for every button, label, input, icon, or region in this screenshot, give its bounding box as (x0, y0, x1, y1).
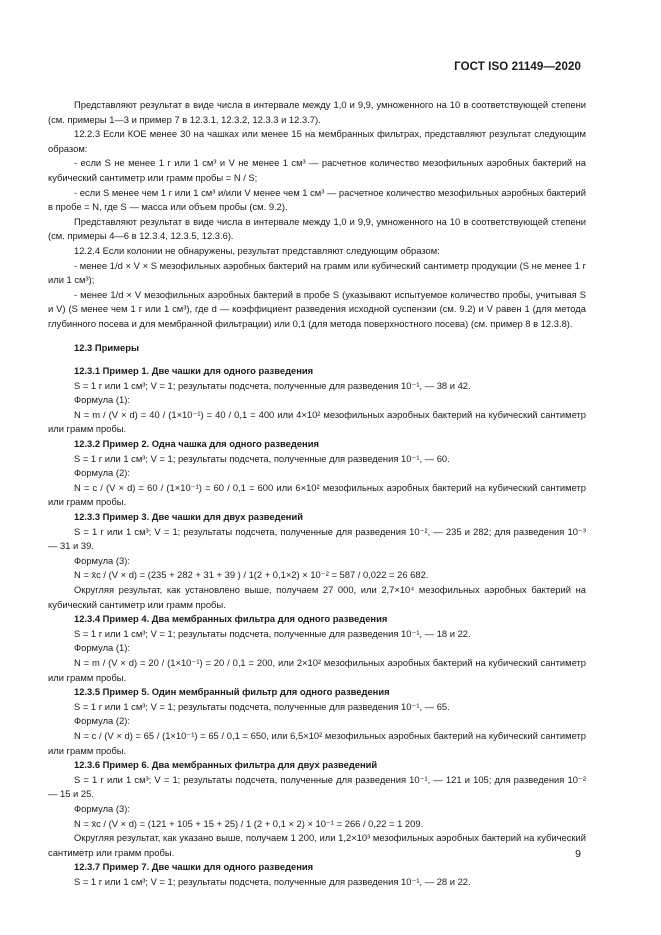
paragraph: Представляют результат в виде числа в интервале между 1,0 и 9,9, умноженного на 10 в соответствующей степени (см. примеры 4—6 в 12.3.4, 12.3.5, 12.3.6). (48, 215, 586, 242)
section-heading: 12.3.1 Пример 1. Две чашки для одного разведения (74, 365, 314, 377)
paragraph: - если S менее чем 1 г или 1 см³ и/или V менее чем 1 см³ — расчетное количество мезофильных аэробных бактерий в пробе = N, где S — масса или объем пробы (см. 9.2). (48, 186, 586, 213)
section-heading: 12.3 Примеры (74, 341, 139, 353)
section-heading: 12.3.3 Пример 3. Две чашки для двух разведений (74, 511, 304, 523)
paragraph: N = x̄c / (V × d) = (121 + 105 + 15 + 25) / 1 (2 + 0,1 × 2) × 10⁻¹ = 266 / 0,22 = 1 209. (74, 817, 424, 829)
paragraph: Формула (3): (74, 554, 130, 566)
paragraph: Формула (2): (74, 715, 130, 727)
paragraph: S = 1 г или 1 см³; V = 1; результаты подсчета, полученные для разведения 10⁻¹, — 121 и 105; для разведения 10⁻² — 15 и 25. (48, 773, 586, 800)
paragraph: 12.2.4 Если колонии не обнаружены, результат представляют следующим образом: (74, 244, 440, 256)
section-heading: 12.3.4 Пример 4. Два мембранных фильтра для одного разведения (74, 613, 388, 625)
paragraph: S = 1 г или 1 см³; V = 1; результаты подсчета, полученные для разведения 10⁻¹, — 60. (74, 452, 450, 464)
paragraph: Формула (1): (74, 642, 130, 654)
paragraph: S = 1 г или 1 см³; V = 1; результаты подсчета, полученные для разведения 10⁻¹, — 18 и 22. (74, 627, 471, 639)
section-heading: 12.3.2 Пример 2. Одна чашка для одного разведения (74, 438, 319, 450)
paragraph: Формула (3): (74, 802, 130, 814)
paragraph: 12.2.3 Если КОЕ менее 30 на чашках или менее 15 на мембранных фильтрах, представляют результат следующим образом: (48, 128, 586, 154)
paragraph: Формула (1): (74, 394, 130, 406)
paragraph: S = 1 г или 1 см³; V = 1; результаты подсчета, полученные для разведения 10⁻¹, — 28 и 22. (74, 875, 471, 887)
paragraph: Формула (2): (74, 467, 130, 479)
paragraph: S = 1 г или 1 см³; V = 1; результаты подсчета, полученные для разведения 10⁻¹, — 38 и 42. (74, 379, 471, 391)
paragraph: N = c / (V × d) = 65 / (1×10⁻¹) = 65 / 0,1 = 650, или 6,5×10² мезофильных аэробных бактерий на кубический сантиметр или грамм пробы. (48, 729, 586, 756)
paragraph: N = c / (V × d) = 60 / (1×10⁻¹) = 60 / 0,1 = 600 или 6×10² мезофильных аэробных бактерий на кубический сантиметр или грамм пробы. (48, 481, 586, 508)
paragraph: - менее 1/d × V мезофильных аэробных бактерий в пробе S (указывают испытуемое количество пробы, учитывая S и V) (S менее чем 1 г или 1 см³), где d — коэффициент разведения исходной суспензии (см. 9.2) и V равен 1 (для метода глубинного посева и для мембранной фильтрации) или 0,1 (для метода поверхностного посева) (см. пример 8 в 12.3.8). (48, 288, 586, 329)
paragraph: Представляют результат в виде числа в интервале между 1,0 и 9,9, умноженного на 10 в соответствующей степени (см. примеры 1—3 и пример 7 в 12.3.1, 12.3.2, 12.3.3 и 12.3.7). (48, 99, 586, 125)
paragraph: - менее 1/d × V × S мезофильных аэробных бактерий на грамм или кубический сантиметр продукции (S не менее 1 г или 1 см³); (48, 259, 586, 286)
document-body (48, 98, 586, 889)
paragraph: N = m / (V × d) = 20 / (1×10⁻¹) = 20 / 0,1 = 200, или 2×10² мезофильных аэробных бактерий на кубический сантиметр или грамм пробы. (48, 656, 586, 683)
section-heading: 12.3.6 Пример 6. Два мембранных фильтра для двух разведений (74, 759, 378, 771)
section-heading: 12.3.7 Пример 7. Две чашки для одного разведения (74, 861, 314, 873)
page-number: 9 (575, 848, 581, 860)
paragraph: - если S не менее 1 г или 1 см³ и V не менее 1 см³ — расчетное количество мезофильных аэробных бактерий на кубический сантиметр или грамм пробы = N / S; (48, 157, 586, 183)
paragraph: N = m / (V × d) = 40 / (1×10⁻¹) = 40 / 0,1 = 400 или 4×10² мезофильных аэробных бактерий на кубический сантиметр или грамм пробы. (48, 408, 586, 435)
document-id-header: ГОСТ ISO 21149—2020 (454, 61, 581, 73)
paragraph: Округляя результат, как указано выше, получаем 1 200, или 1,2×10³ мезофильных аэробных бактерий на кубический сантиметр или грамм пробы. (48, 832, 586, 858)
section-heading: 12.3.5 Пример 5. Один мембранный фильтр для одного разведения (74, 686, 390, 698)
paragraph: S = 1 г или 1 см³; V = 1; результаты подсчета, полученные для разведения 10⁻², — 235 и 282; для разведения 10⁻³ — 31 и 39. (48, 525, 586, 552)
paragraph: Округляя результат, как установлено выше, получаем 27 000, или 2,7×10⁴ мезофильных аэробных бактерий на кубический сантиметр или грамм пробы. (48, 584, 586, 610)
paragraph: N = x̄c / (V × d) = (235 + 282 + 31 + 39 ) / 1(2 + 0,1×2) × 10⁻² = 587 / 0,022 = 26 682. (74, 569, 429, 581)
paragraph: S = 1 г или 1 см³; V = 1; результаты подсчета, полученные для разведения 10⁻¹, — 65. (74, 700, 450, 712)
